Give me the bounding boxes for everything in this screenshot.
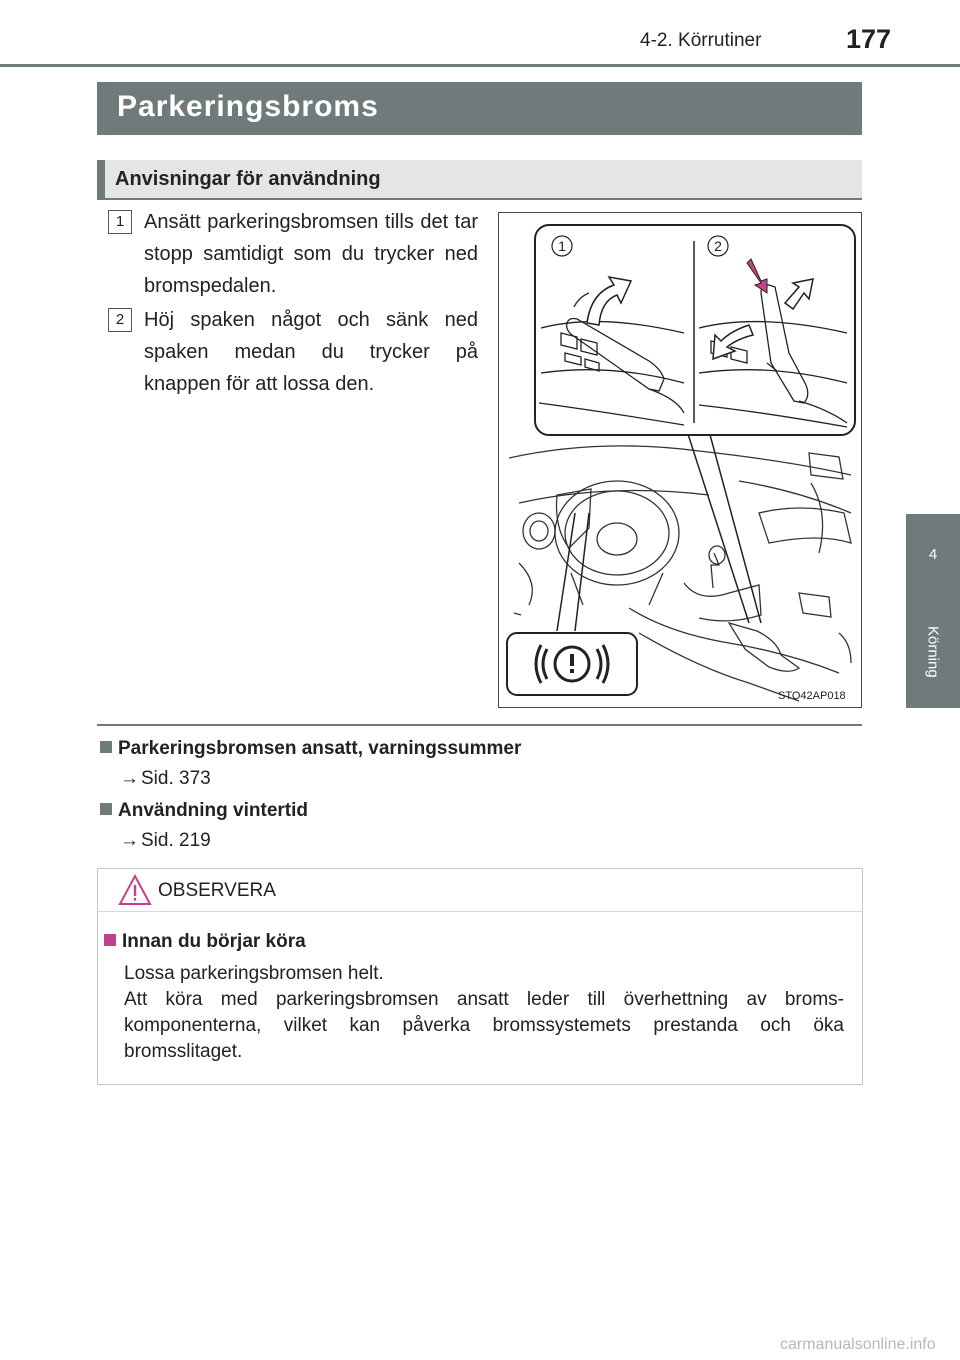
arrow-right-icon: → [120, 768, 139, 789]
note-heading [100, 800, 308, 822]
caution-header [98, 869, 862, 912]
caution-heading [104, 931, 306, 953]
figure-code: STO42AP018 [778, 690, 846, 702]
step-1 [108, 206, 478, 302]
watermark: carmanualsonline.info [780, 1336, 936, 1353]
step-text: Ansätt parkeringsbromsen tills det tar stopp samtidigt som du trycker ned bromspedalen. [144, 211, 478, 297]
bullet-square [100, 803, 112, 815]
bullet-square [100, 741, 112, 753]
caution-box [97, 868, 863, 1085]
step-2 [108, 304, 478, 400]
bullet-square [104, 934, 116, 946]
step-number: 1 [108, 210, 132, 234]
note-reference [120, 768, 211, 790]
callout-1: 1 [558, 238, 566, 254]
callout-2: 2 [714, 238, 722, 254]
caution-label: OBSERVERA [158, 880, 276, 901]
header-section-title: 4-2. Körrutiner [640, 30, 762, 51]
arrow-right-icon: → [120, 830, 139, 851]
subsection-accent [97, 160, 105, 200]
section-divider [97, 724, 862, 726]
note-heading [100, 738, 521, 760]
illustration-svg [499, 213, 861, 707]
page-reference-link[interactable]: Sid. 373 [141, 768, 211, 789]
chapter-tab-number: 4 [906, 514, 960, 596]
header-rule [0, 64, 960, 67]
page-title: Parkeringsbroms [117, 90, 379, 123]
caution-text: Att köra med parkeringsbromsen ansatt leder till överhettning av bromskomponenterna, vilket kan påverka bromssystemets prestanda och öka bromsslitaget. [124, 989, 844, 1062]
page-reference-link[interactable]: Sid. 219 [141, 830, 211, 851]
note-reference [120, 830, 211, 852]
chapter-tab-title: Körning [924, 626, 942, 678]
subsection-bar [97, 160, 862, 200]
parking-brake-illustration [498, 212, 862, 708]
step-number: 2 [108, 308, 132, 332]
note-title: Parkeringsbromsen ansatt, varningssummer [118, 738, 522, 759]
note-title: Användning vintertid [118, 800, 308, 821]
subsection-title: Anvisningar för användning [115, 168, 381, 190]
warning-triangle-icon [118, 873, 152, 907]
caution-text: Lossa parkeringsbromsen helt. [124, 963, 384, 984]
caution-title: Innan du börjar köra [122, 931, 306, 952]
page-number: 177 [846, 24, 892, 54]
section-title-bar [97, 82, 862, 135]
step-text: Höj spaken något och sänk ned spaken medan du trycker på knappen för att lossa den. [144, 309, 478, 395]
caution-body [124, 961, 844, 1065]
